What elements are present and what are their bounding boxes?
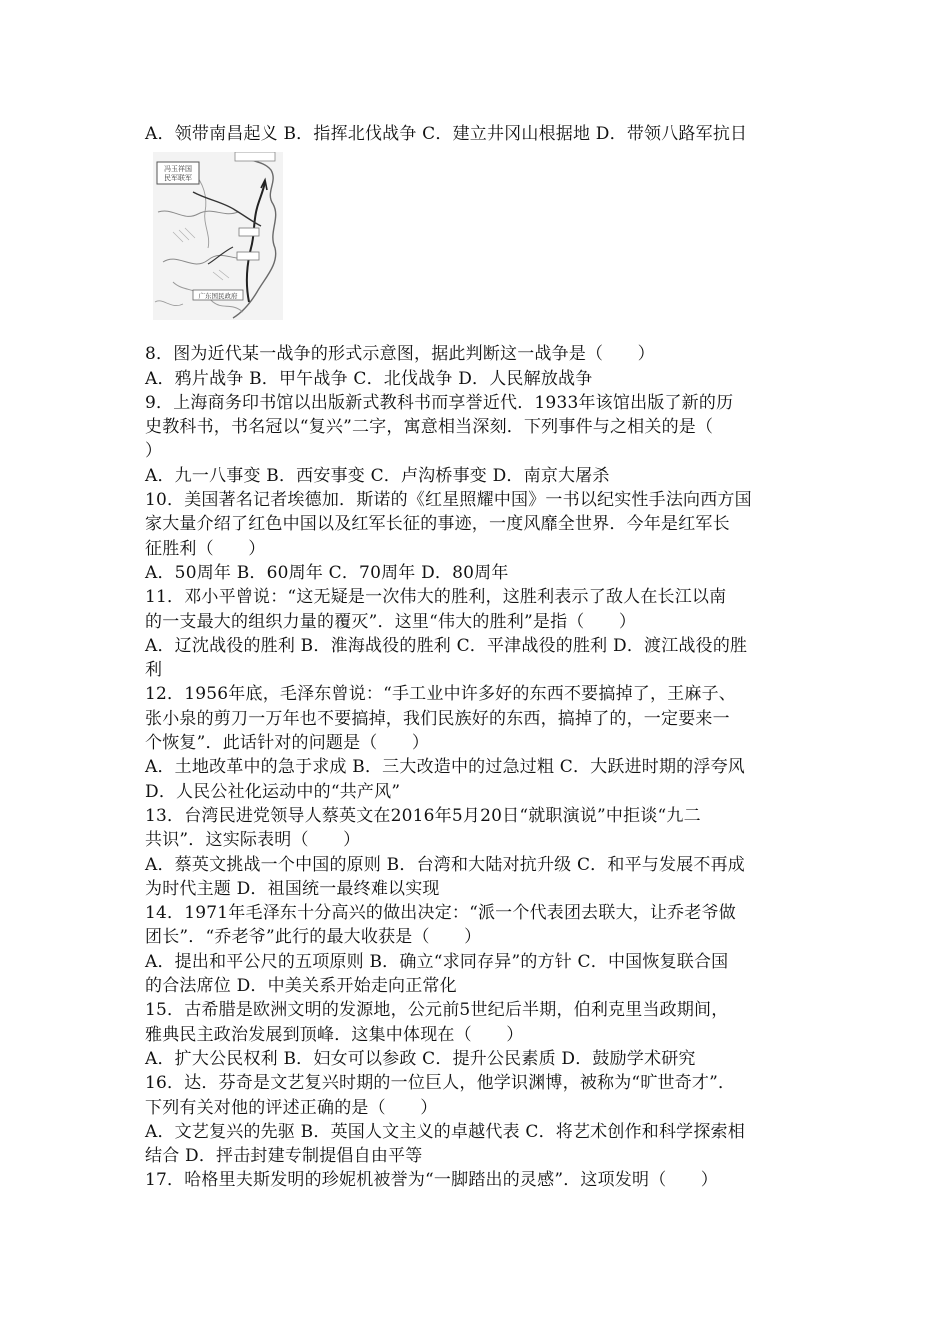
text-line: 的一支最大的组织力量的覆灭”．这里“伟大的胜利”是指（ ） bbox=[145, 611, 637, 632]
text-line: 为时代主题 D．祖国统一最终难以实现 bbox=[145, 878, 440, 899]
text-line: 下列有关对他的评述正确的是（ ） bbox=[145, 1097, 438, 1118]
text-line: A．鸦片战争 B．甲午战争 C．北伐战争 D．人民解放战争 bbox=[145, 368, 593, 389]
text-line: A．50周年 B．60周年 C．70周年 D．80周年 bbox=[145, 562, 509, 583]
text-line: 9．上海商务印书馆以出版新式教科书而享誉近代．1933年该馆出版了新的历 bbox=[145, 392, 734, 413]
text-line: D．人民公社化运动中的“共产风” bbox=[145, 781, 401, 802]
text-line: 张小泉的剪刀一万年也不要搞掉，我们民族好的东西，搞掉了的，一定要来一 bbox=[145, 708, 730, 729]
text-line: 8．图为近代某一战争的形式示意图，据此判断这一战争是（ ） bbox=[145, 344, 655, 365]
text-line: A．土地改革中的急于求成 B．三大改造中的过急过粗 C．大跃进时期的浮夸风 bbox=[145, 757, 745, 778]
text-line: 个恢复”．此话针对的问题是（ ） bbox=[145, 733, 430, 754]
text-line: 利 bbox=[145, 660, 163, 681]
text-line: A．文艺复兴的先驱 B．英国人文主义的卓越代表 C．将艺术创作和科学探索相 bbox=[145, 1121, 745, 1142]
text-line: 征胜利（ ） bbox=[145, 538, 266, 559]
text-line: 家大量介绍了红色中国以及红军长征的事迹，一度风靡全世界．今年是红军长 bbox=[145, 514, 730, 535]
text-line: 15．古希腊是欧洲文明的发源地，公元前5世纪后半期，伯利克里当政期间， bbox=[145, 1000, 729, 1021]
document-body bbox=[145, 122, 810, 1193]
map-label-2: 民军联军 bbox=[164, 174, 192, 183]
text-line: A．辽沈战役的胜利 B．淮海战役的胜利 C．平津战役的胜利 D．渡江战役的胜 bbox=[145, 635, 748, 656]
text-line: 雅典民主政治发展到顶峰．这集中体现在（ ） bbox=[145, 1024, 524, 1045]
text-line: A．提出和平公尺的五项原则 B．确立“求同存异”的方针 C．中国恢复联合国 bbox=[145, 951, 729, 972]
war-map-image bbox=[153, 152, 283, 320]
text-line: 的合法席位 D．中美关系开始走向正常化 bbox=[145, 976, 457, 997]
text-line: 14．1971年毛泽东十分高兴的做出决定：“派一个代表团去联大，让乔老爷做 bbox=[145, 903, 736, 924]
text-line: 团长”．“乔老爷”此行的最大收获是（ ） bbox=[145, 927, 482, 948]
text-line: A．领带南昌起义 B．指挥北伐战争 C．建立井冈山根据地 D．带领八路军抗日 bbox=[145, 124, 748, 144]
map-label-3: 广东国民政府 bbox=[198, 292, 238, 301]
text-line: A．九一八事变 B．西安事变 C．卢沟桥事变 D．南京大屠杀 bbox=[145, 465, 610, 486]
text-line: A．蔡英文挑战一个中国的原则 B．台湾和大陆对抗升级 C．和平与发展不再成 bbox=[145, 854, 745, 875]
text-line: 16．达．芬奇是文艺复兴时期的一位巨人，他学识渊博，被称为“旷世奇才”． bbox=[145, 1073, 736, 1094]
text-line: 史教科书，书名冠以“复兴”二字，寓意相当深刻．下列事件与之相关的是（ bbox=[145, 417, 714, 438]
text-line: A．扩大公民权利 B．妇女可以参政 C．提升公民素质 D．鼓励学术研究 bbox=[145, 1048, 696, 1069]
text-line: 12．1956年底，毛泽东曾说：“手工业中许多好的东西不要搞掉了，王麻子、 bbox=[145, 684, 736, 705]
war-map-figure bbox=[153, 152, 283, 320]
text-line: 共识”．这实际表明（ ） bbox=[145, 830, 361, 851]
text-line: ） bbox=[145, 441, 163, 462]
text-line: 结合 D．抨击封建专制提倡自由平等 bbox=[145, 1146, 423, 1167]
map-label-1: 冯玉祥国 bbox=[164, 165, 192, 174]
text-line: 17．哈格里夫斯发明的珍妮机被誉为“一脚踏出的灵感”．这项发明（ ） bbox=[145, 1170, 719, 1191]
text-line: 10．美国著名记者埃德加．斯诺的《红星照耀中国》一书以纪实性手法向西方国 bbox=[145, 490, 752, 511]
text-line: 11．邓小平曾说：“这无疑是一次伟大的胜利，这胜利表示了敌人在长江以南 bbox=[145, 587, 727, 608]
text-line: 13．台湾民进党领导人蔡英文在2016年5月20日“就职演说”中拒谈“九二 bbox=[145, 805, 701, 826]
